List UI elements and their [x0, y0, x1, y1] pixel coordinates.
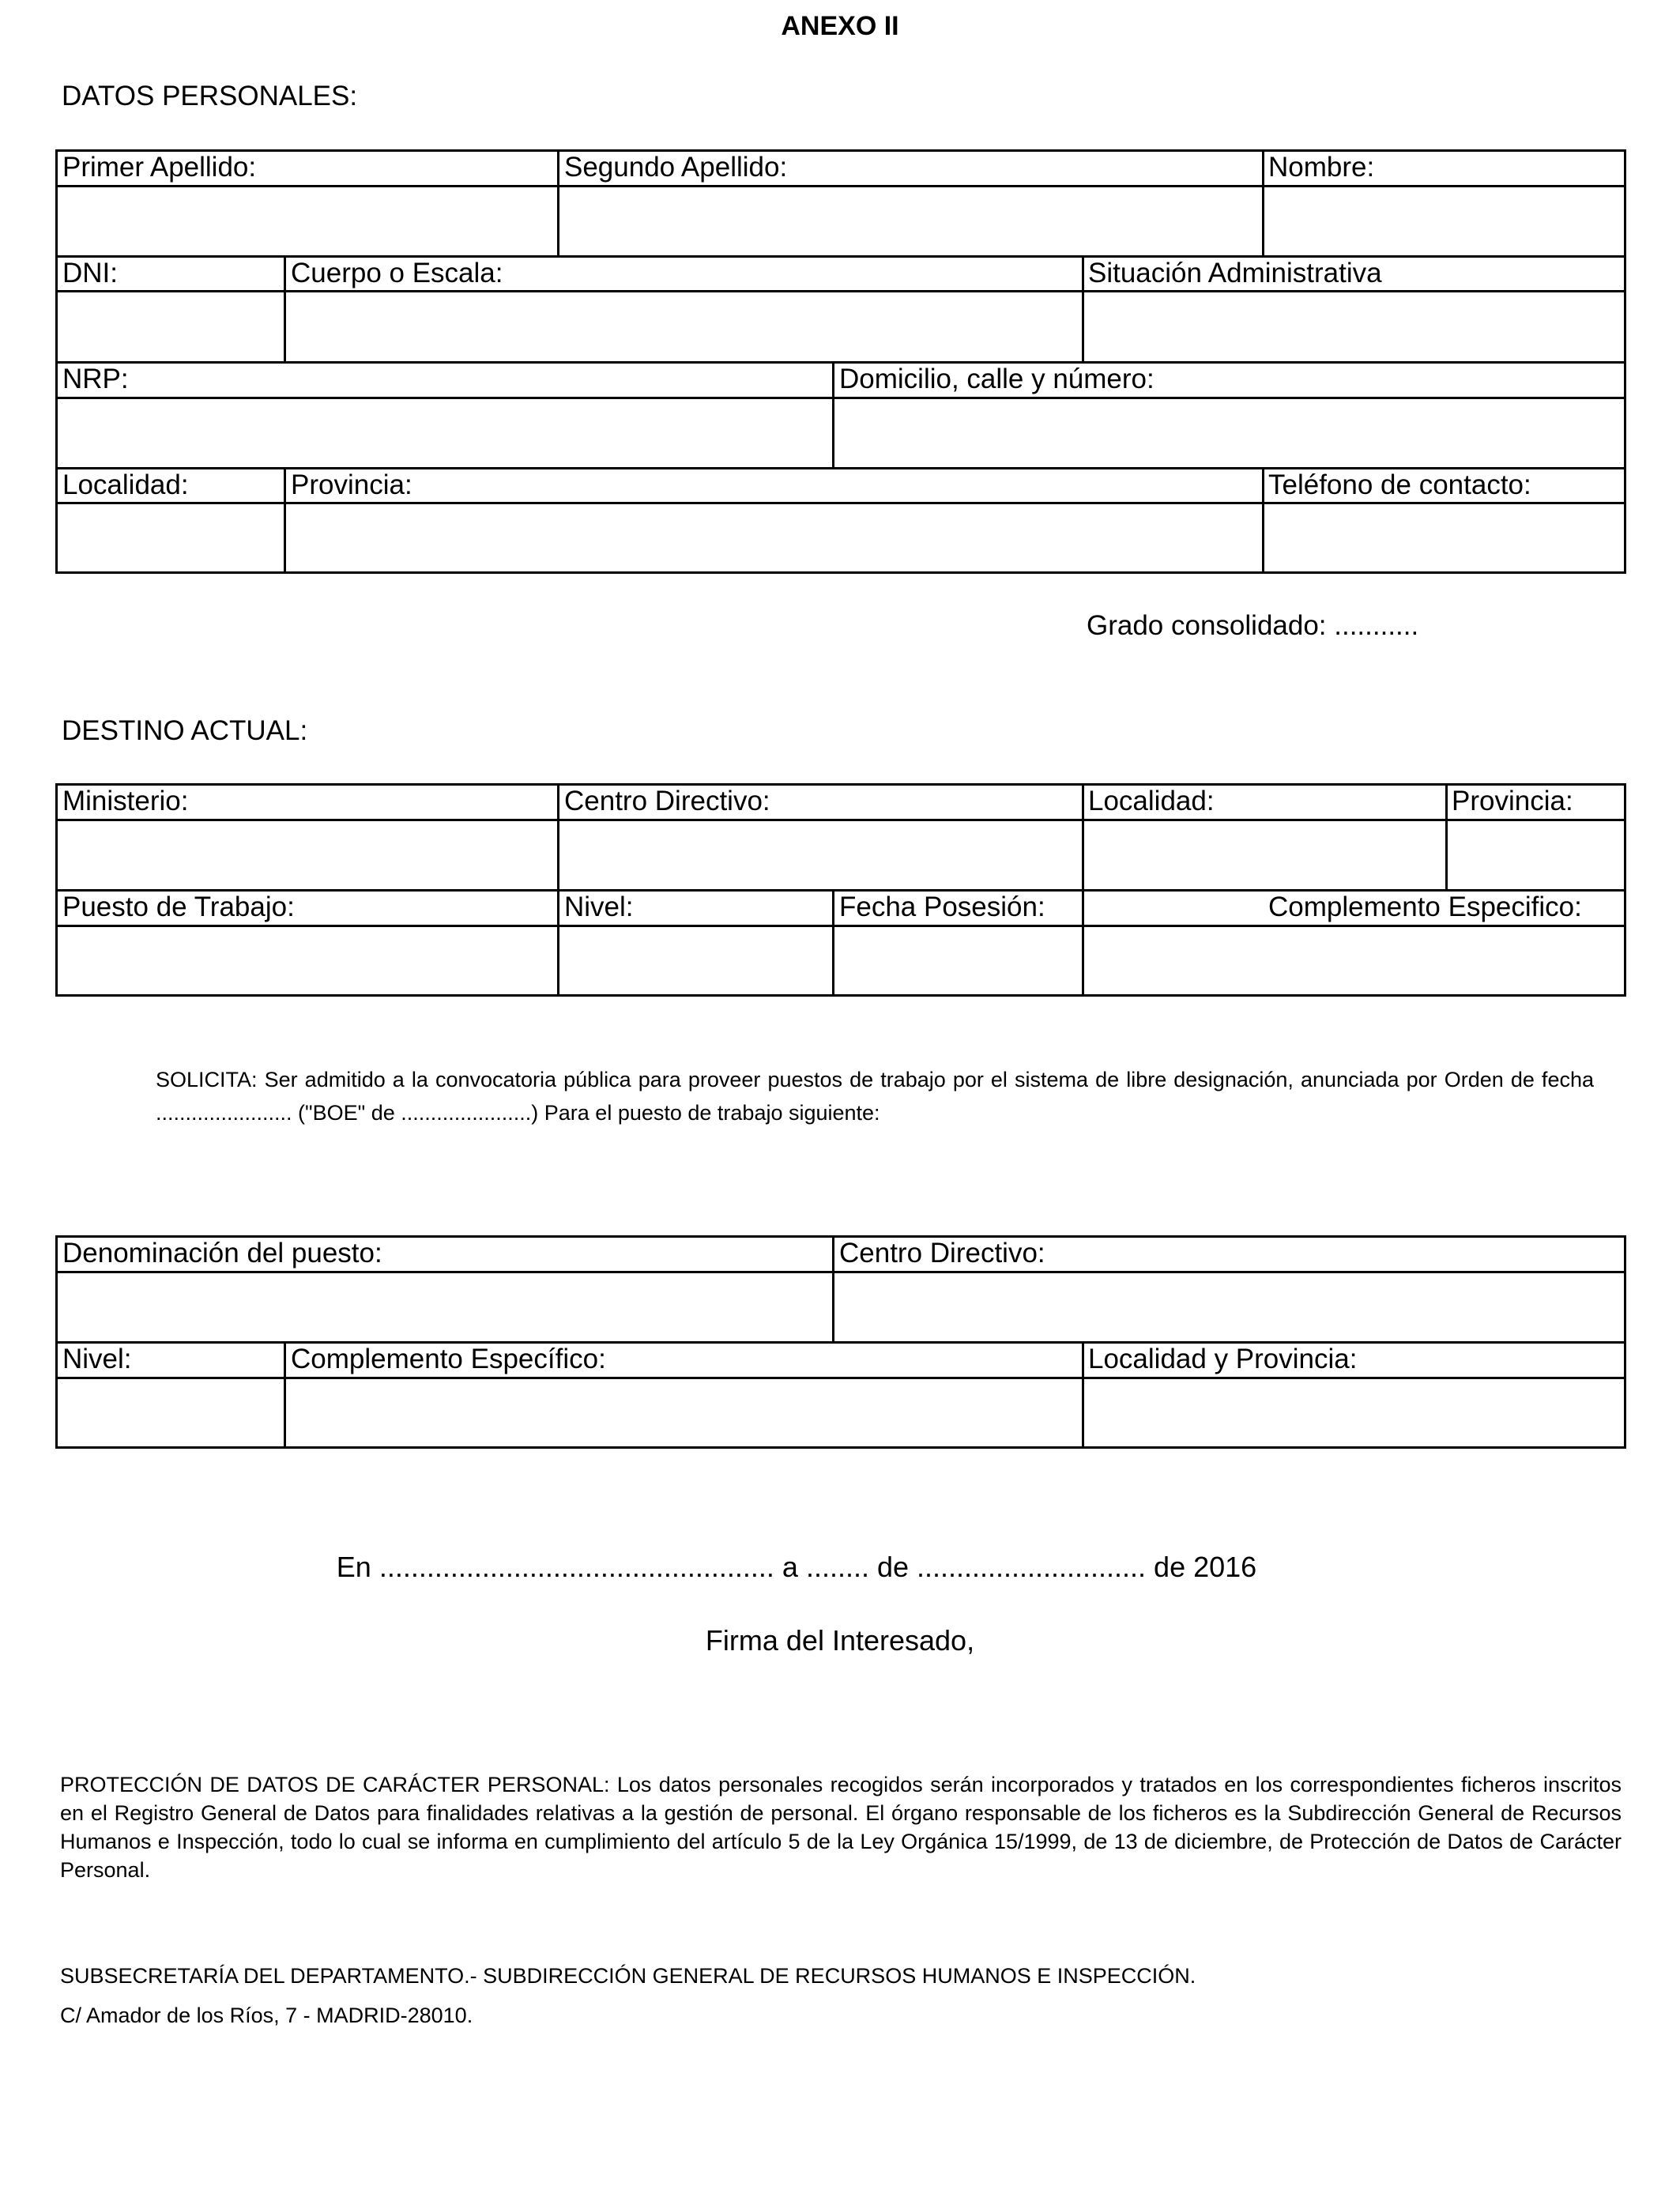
- solicita-text: SOLICITA: Ser admitido a la convocatoria pública para proveer puestos de trabajo por el sistema de libre designación, anunciada por Orden de fecha ....................... ("BOE" de ......................) Para el puesto de trabajo siguiente:: [156, 1068, 1594, 1125]
- label-cuerpo-escala: Cuerpo o Escala:: [291, 258, 503, 288]
- grado-consolidado: Grado consolidado: ...........: [1087, 610, 1419, 641]
- label-nrp: NRP:: [62, 364, 129, 394]
- firma-interesado: Firma del Interesado,: [705, 1624, 975, 1657]
- lugar-fecha-line: En .................................................. a ........ de ............................. de 2016: [336, 1551, 1257, 1583]
- document-title: ANEXO II: [781, 11, 899, 41]
- label-nombre: Nombre:: [1268, 152, 1375, 183]
- label-provincia: Provincia:: [291, 469, 412, 500]
- label-fecha-posesion: Fecha Posesión:: [839, 892, 1045, 922]
- direccion-line: C/ Amador de los Ríos, 7 - MADRID-28010.: [60, 2004, 473, 2027]
- label-centro-directivo: Centro Directivo:: [564, 786, 770, 816]
- label-nivel-destino: Nivel:: [564, 892, 634, 922]
- label-ministerio: Ministerio:: [62, 786, 189, 816]
- label-complemento-especifico-destino: Complemento Especifico:: [1268, 892, 1582, 922]
- label-denominacion-puesto: Denominación del puesto:: [62, 1238, 382, 1269]
- label-dni: DNI:: [62, 258, 118, 288]
- label-situacion-administrativa: Situación Administrativa: [1088, 258, 1382, 288]
- label-telefono-contacto: Teléfono de contacto:: [1268, 469, 1531, 500]
- label-localidad: Localidad:: [62, 469, 189, 500]
- puesto-solicitado-table: [55, 1235, 1626, 1449]
- subsecretaria-line: SUBSECRETARÍA DEL DEPARTAMENTO.- SUBDIRECCIÓN GENERAL DE RECURSOS HUMANOS E INSPECCIÓN.: [60, 1964, 1196, 1988]
- label-provincia-destino: Provincia:: [1452, 786, 1573, 816]
- datos-personales-heading: DATOS PERSONALES:: [62, 81, 358, 111]
- label-primer-apellido: Primer Apellido:: [62, 152, 257, 183]
- label-segundo-apellido: Segundo Apellido:: [564, 152, 788, 183]
- label-localidad-destino: Localidad:: [1088, 786, 1215, 816]
- label-nivel-puesto: Nivel:: [62, 1344, 132, 1374]
- destino-actual-table: [55, 783, 1626, 997]
- label-puesto-trabajo: Puesto de Trabajo:: [62, 892, 295, 922]
- label-localidad-provincia: Localidad y Provincia:: [1088, 1344, 1358, 1374]
- label-domicilio: Domicilio, calle y número:: [839, 364, 1155, 394]
- proteccion-datos-text: PROTECCIÓN DE DATOS DE CARÁCTER PERSONAL: Los datos personales recogidos serán incorporados y tratados en los correspondientes ficheros inscritos en el Registro General de Datos para finalidades relativas a la gestión de personal. El órgano responsable de los ficheros es la Subdirección General de Recursos Humanos e Inspección, todo lo cual se informa en cumplimiento del artículo 5 de la Ley Orgánica 15/1999, de 13 de diciembre, de Protección de Datos de Carácter Personal.: [60, 1773, 1622, 1882]
- datos-personales-table: [55, 149, 1626, 574]
- destino-actual-heading: DESTINO ACTUAL:: [62, 715, 308, 746]
- label-centro-directivo-puesto: Centro Directivo:: [839, 1238, 1045, 1269]
- label-complemento-especifico-puesto: Complemento Específico:: [291, 1344, 606, 1374]
